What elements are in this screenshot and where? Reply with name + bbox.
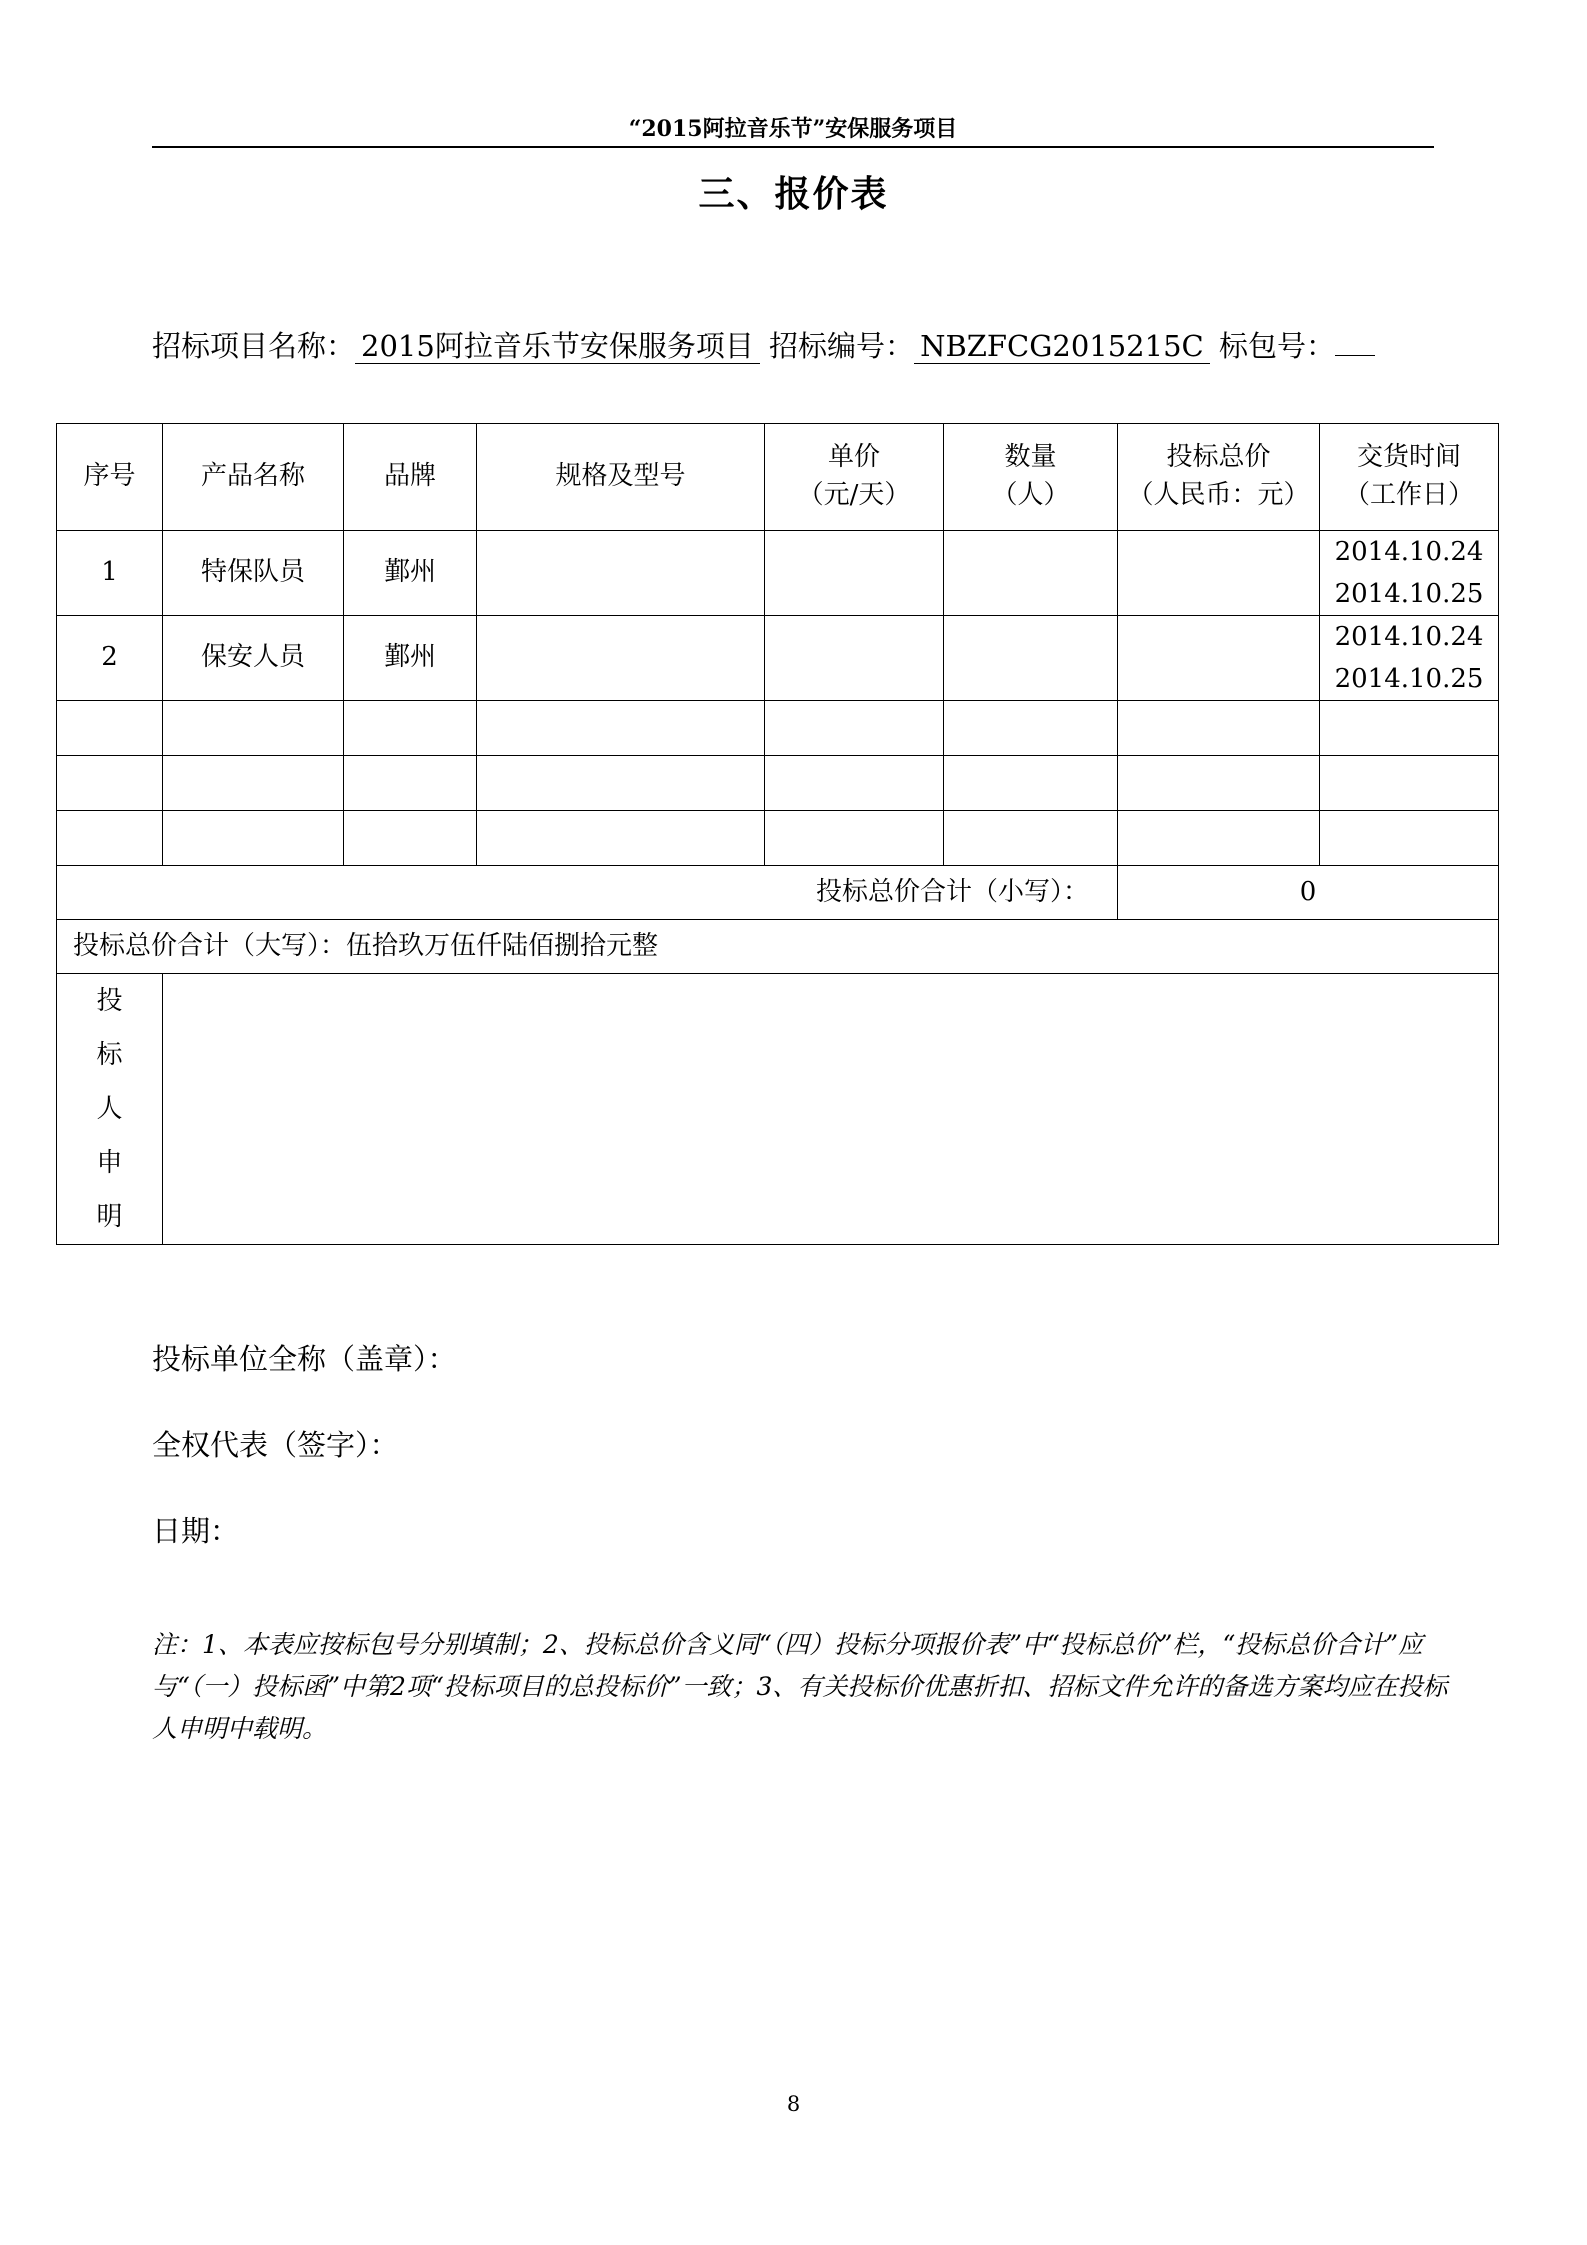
representative-label: 全权代表（签字）： xyxy=(152,1428,399,1462)
cell-brand: 鄞州 xyxy=(344,531,477,616)
cell-delivery: 2014.10.24 2014.10.25 xyxy=(1320,531,1499,616)
col-header-brand: 品牌 xyxy=(344,424,477,531)
cell-unit-price xyxy=(765,616,944,701)
total-upper-row xyxy=(57,920,1499,974)
table-row xyxy=(57,531,1499,616)
tender-number-value: NBZFCG2015215C xyxy=(914,330,1210,364)
col-header-delivery: 交货时间 （工作日） xyxy=(1320,424,1499,531)
footnote: 注：1、本表应按标包号分别填制；2、投标总价含义同“（四）投标分项报价表”中“投标总价”栏，“投标总价合计”应与“（一）投标函”中第2项“投标项目的总投标价”一致；3、有关投标价优惠折扣、招标文件允许的备选方案均应在投标人申明中载明。 xyxy=(152,1630,1448,1743)
cell-spec xyxy=(477,531,765,616)
cell-unit-price xyxy=(765,531,944,616)
total-lower-label: 投标总价合计（小写）： xyxy=(57,866,1118,920)
quotation-table xyxy=(56,423,1499,1245)
table-row xyxy=(57,616,1499,701)
package-number-blank xyxy=(1335,355,1375,356)
cell-total xyxy=(1118,616,1320,701)
cell-delivery: 2014.10.24 2014.10.25 xyxy=(1320,616,1499,701)
project-name-value: 2015阿拉音乐节安保服务项目 xyxy=(355,330,760,364)
cell-total xyxy=(1118,531,1320,616)
page-number: 8 xyxy=(786,2092,801,2116)
col-header-unit-price: 单价 （元/天） xyxy=(765,424,944,531)
total-upper-text: 投标总价合计（大写）：伍拾玖万伍仟陆佰捌拾元整 xyxy=(57,920,1499,974)
bidder-statement-content xyxy=(163,974,1499,1245)
date-label: 日期： xyxy=(152,1514,240,1548)
company-name-label: 投标单位全称（盖章）： xyxy=(152,1342,457,1376)
section-title: 三、报价表 xyxy=(698,173,889,215)
table-row-empty xyxy=(57,811,1499,866)
total-lower-value: 0 xyxy=(1118,866,1499,920)
header-rule xyxy=(152,146,1434,148)
cell-quantity xyxy=(944,531,1118,616)
project-name-label: 招标项目名称： xyxy=(152,329,356,363)
table-header-row xyxy=(57,424,1499,531)
table-row-empty xyxy=(57,756,1499,811)
cell-product: 保安人员 xyxy=(163,616,344,701)
col-header-total: 投标总价 （人民币：元） xyxy=(1118,424,1320,531)
cell-spec xyxy=(477,616,765,701)
cell-product: 特保队员 xyxy=(163,531,344,616)
col-header-no: 序号 xyxy=(57,424,163,531)
table-row-empty xyxy=(57,701,1499,756)
col-header-product: 产品名称 xyxy=(163,424,344,531)
col-header-quantity: 数量 （人） xyxy=(944,424,1118,531)
total-lower-row xyxy=(57,866,1499,920)
col-header-spec: 规格及型号 xyxy=(477,424,765,531)
running-header: “2015阿拉音乐节”安保服务项目 xyxy=(628,116,958,142)
bidder-statement-label: 投标人申明 xyxy=(57,974,163,1245)
project-info-line xyxy=(152,324,1452,365)
cell-brand: 鄞州 xyxy=(344,616,477,701)
tender-number-label: 招标编号： xyxy=(769,329,915,363)
cell-no: 1 xyxy=(57,531,163,616)
bidder-statement-row xyxy=(57,974,1499,1245)
cell-quantity xyxy=(944,616,1118,701)
package-number-label: 标包号： xyxy=(1218,329,1335,363)
cell-no: 2 xyxy=(57,616,163,701)
